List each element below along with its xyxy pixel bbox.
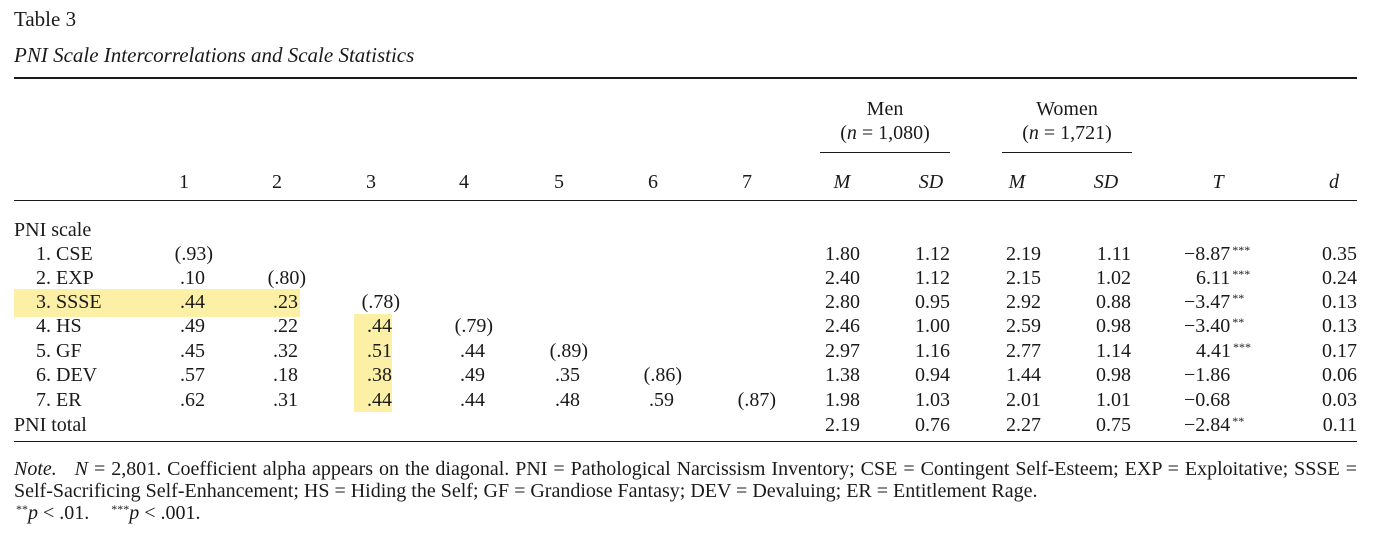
t-cell xyxy=(1184,339,1274,363)
stat-cell-men-m: 1.98 xyxy=(825,389,860,411)
t-cell xyxy=(1184,413,1274,437)
t-value: −1.86 xyxy=(1184,364,1231,386)
stat-cell-men-sd: 0.95 xyxy=(915,291,950,313)
stat-cell-men-m: 2.40 xyxy=(825,267,860,289)
stat-cell-women-sd: 1.01 xyxy=(1096,389,1131,411)
corr-cell: (.86) xyxy=(643,364,682,386)
t-significance: *** xyxy=(1233,340,1251,354)
corr-cell: .44 xyxy=(180,291,205,313)
t-significance: *** xyxy=(1232,243,1251,257)
stat-cell-d: 0.03 xyxy=(1322,389,1357,411)
top-rule xyxy=(14,77,1357,79)
column-header-13: d xyxy=(1329,171,1339,193)
corr-cell: (.87) xyxy=(737,389,776,411)
note-n-var: N xyxy=(74,458,89,480)
note-sig-001: *** xyxy=(111,502,130,516)
stat-cell-men-sd: 1.12 xyxy=(915,267,950,289)
stat-cell-d: 0.24 xyxy=(1322,267,1357,289)
stat-cell-d: 0.13 xyxy=(1322,315,1357,337)
row-label: 3. SSSE xyxy=(36,291,102,313)
t-value: 4.41 xyxy=(1196,340,1231,362)
row-label: 2. EXP xyxy=(36,267,94,289)
stat-cell-women-m: 2.19 xyxy=(1006,243,1041,265)
corr-cell: .32 xyxy=(273,340,298,362)
stat-cell-women-sd: 0.75 xyxy=(1096,414,1131,436)
column-header-9: SD xyxy=(918,171,944,193)
stat-cell-women-sd: 1.11 xyxy=(1096,243,1131,265)
corr-cell: (.78) xyxy=(361,291,400,313)
stat-cell-women-m: 2.27 xyxy=(1006,414,1041,436)
stat-cell-women-sd: 0.98 xyxy=(1096,315,1131,337)
t-value: −3.47 xyxy=(1184,291,1231,313)
stat-cell-men-m: 2.19 xyxy=(825,414,860,436)
stat-cell-women-sd: 0.98 xyxy=(1096,364,1131,386)
t-value: 6.11 xyxy=(1196,267,1231,289)
column-header-10: M xyxy=(1008,171,1026,193)
note-p2: < .001. xyxy=(139,502,201,524)
corr-cell: .48 xyxy=(555,389,580,411)
t-cell xyxy=(1184,363,1274,387)
stat-cell-men-m: 1.38 xyxy=(825,364,860,386)
t-significance: *** xyxy=(1232,267,1251,281)
stat-cell-women-m: 2.92 xyxy=(1006,291,1041,313)
corr-cell: (.79) xyxy=(454,315,493,337)
stat-cell-men-sd: 1.12 xyxy=(915,243,950,265)
corr-cell: .49 xyxy=(460,364,485,386)
column-header-3: 3 xyxy=(366,171,376,193)
group-head-men xyxy=(820,97,950,145)
section-label: PNI scale xyxy=(14,219,92,241)
note-p-var-1: p xyxy=(28,502,38,524)
note-lead: Note. xyxy=(14,458,57,480)
column-header-2: 2 xyxy=(272,171,282,193)
stat-cell-d: 0.06 xyxy=(1322,364,1357,386)
stat-cell-men-m: 2.46 xyxy=(825,315,860,337)
corr-cell: .44 xyxy=(460,340,485,362)
row-label: 1. CSE xyxy=(36,243,93,265)
corr-cell: .23 xyxy=(273,291,298,313)
group-rule-women xyxy=(1002,152,1132,153)
corr-cell: .44 xyxy=(367,315,392,337)
stat-cell-men-sd: 1.03 xyxy=(915,389,950,411)
stat-cell-women-m: 2.01 xyxy=(1006,389,1041,411)
t-significance: ** xyxy=(1232,315,1245,329)
t-value: −2.84 xyxy=(1184,414,1231,436)
column-header-5: 5 xyxy=(554,171,564,193)
t-cell xyxy=(1184,290,1274,314)
corr-cell: .22 xyxy=(273,315,298,337)
row-label: 6. DEV xyxy=(36,364,98,386)
t-value: −8.87 xyxy=(1184,243,1231,265)
stat-cell-women-m: 1.44 xyxy=(1006,364,1041,386)
column-header-11: SD xyxy=(1093,171,1119,193)
t-value: −0.68 xyxy=(1184,389,1231,411)
stat-cell-women-m: 2.15 xyxy=(1006,267,1041,289)
stat-cell-women-sd: 0.88 xyxy=(1096,291,1131,313)
group-rule-men xyxy=(820,152,950,153)
corr-cell: .44 xyxy=(460,389,485,411)
corr-cell: .38 xyxy=(367,364,392,386)
table-caption-label: Table 3 xyxy=(14,7,77,31)
stat-cell-men-sd: 1.00 xyxy=(915,315,950,337)
column-header-6: 6 xyxy=(648,171,658,193)
t-cell xyxy=(1184,266,1274,290)
column-header-1: 1 xyxy=(179,171,189,193)
row-label: PNI total xyxy=(14,414,87,436)
corr-cell: (.89) xyxy=(549,340,588,362)
stat-cell-men-m: 2.80 xyxy=(825,291,860,313)
t-significance: ** xyxy=(1232,414,1245,428)
group-head-women xyxy=(1002,97,1132,145)
corr-cell: .45 xyxy=(180,340,205,362)
column-header-8: M xyxy=(833,171,851,193)
corr-cell: .62 xyxy=(180,389,205,411)
corr-cell: .35 xyxy=(555,364,580,386)
column-header-7: 7 xyxy=(742,171,752,193)
corr-cell: .49 xyxy=(180,315,205,337)
group-n-men: (n = 1,080) xyxy=(840,122,930,144)
table-caption-title: PNI Scale Intercorrelations and Scale Statistics xyxy=(14,43,415,67)
group-n-women: (n = 1,721) xyxy=(1022,122,1112,144)
row-label: 7. ER xyxy=(36,389,82,411)
stat-cell-men-sd: 1.16 xyxy=(915,340,950,362)
stat-cell-d: 0.13 xyxy=(1322,291,1357,313)
corr-cell: .59 xyxy=(649,389,674,411)
column-header-12: T xyxy=(1212,171,1224,193)
stat-cell-d: 0.35 xyxy=(1322,243,1357,265)
bottom-rule xyxy=(14,441,1357,442)
t-significance: ** xyxy=(1232,291,1245,305)
header-rule xyxy=(14,200,1357,201)
t-cell xyxy=(1184,388,1274,412)
stat-cell-men-m: 2.97 xyxy=(825,340,860,362)
stat-cell-women-sd: 1.14 xyxy=(1096,340,1131,362)
t-value: −3.40 xyxy=(1184,315,1231,337)
note-p-var-2: p xyxy=(129,502,140,524)
stat-cell-women-m: 2.77 xyxy=(1006,340,1041,362)
column-header-4: 4 xyxy=(459,171,469,193)
t-cell xyxy=(1184,242,1274,266)
group-name-men: Men xyxy=(866,98,904,120)
stat-cell-d: 0.11 xyxy=(1322,414,1357,436)
row-label: 4. HS xyxy=(36,315,82,337)
corr-cell: .44 xyxy=(367,389,392,411)
group-name-women: Women xyxy=(1036,98,1098,120)
corr-cell: .57 xyxy=(180,364,205,386)
corr-cell: (.93) xyxy=(174,243,213,265)
stat-cell-men-sd: 0.94 xyxy=(915,364,950,386)
t-cell xyxy=(1184,314,1274,338)
note-text: = 2,801. Coefficient alpha appears on the diagonal. PNI = Pathological Narcissism Inventory; CSE = Contingent Self-Esteem; EXP = Exploitative; SSSE = Self-Sacrificing Self-Enhancement; HS = Hiding the Self; GF = Grandiose Fantasy; DEV = Devaluing; ER = Entitlement Rage. xyxy=(14,458,1358,502)
stat-cell-women-m: 2.59 xyxy=(1006,315,1041,337)
table-note xyxy=(14,458,1357,524)
note-sig-01: ** xyxy=(16,502,28,516)
corr-cell: (.80) xyxy=(267,267,306,289)
stat-cell-women-sd: 1.02 xyxy=(1096,267,1131,289)
stat-cell-d: 0.17 xyxy=(1322,340,1357,362)
stat-cell-men-sd: 0.76 xyxy=(915,414,950,436)
corr-cell: .31 xyxy=(273,389,298,411)
corr-cell: .10 xyxy=(180,267,205,289)
row-label: 5. GF xyxy=(36,340,82,362)
note-p1: < .01. xyxy=(38,502,90,524)
corr-cell: .51 xyxy=(367,340,392,362)
stat-cell-men-m: 1.80 xyxy=(825,243,860,265)
corr-cell: .18 xyxy=(273,364,298,386)
